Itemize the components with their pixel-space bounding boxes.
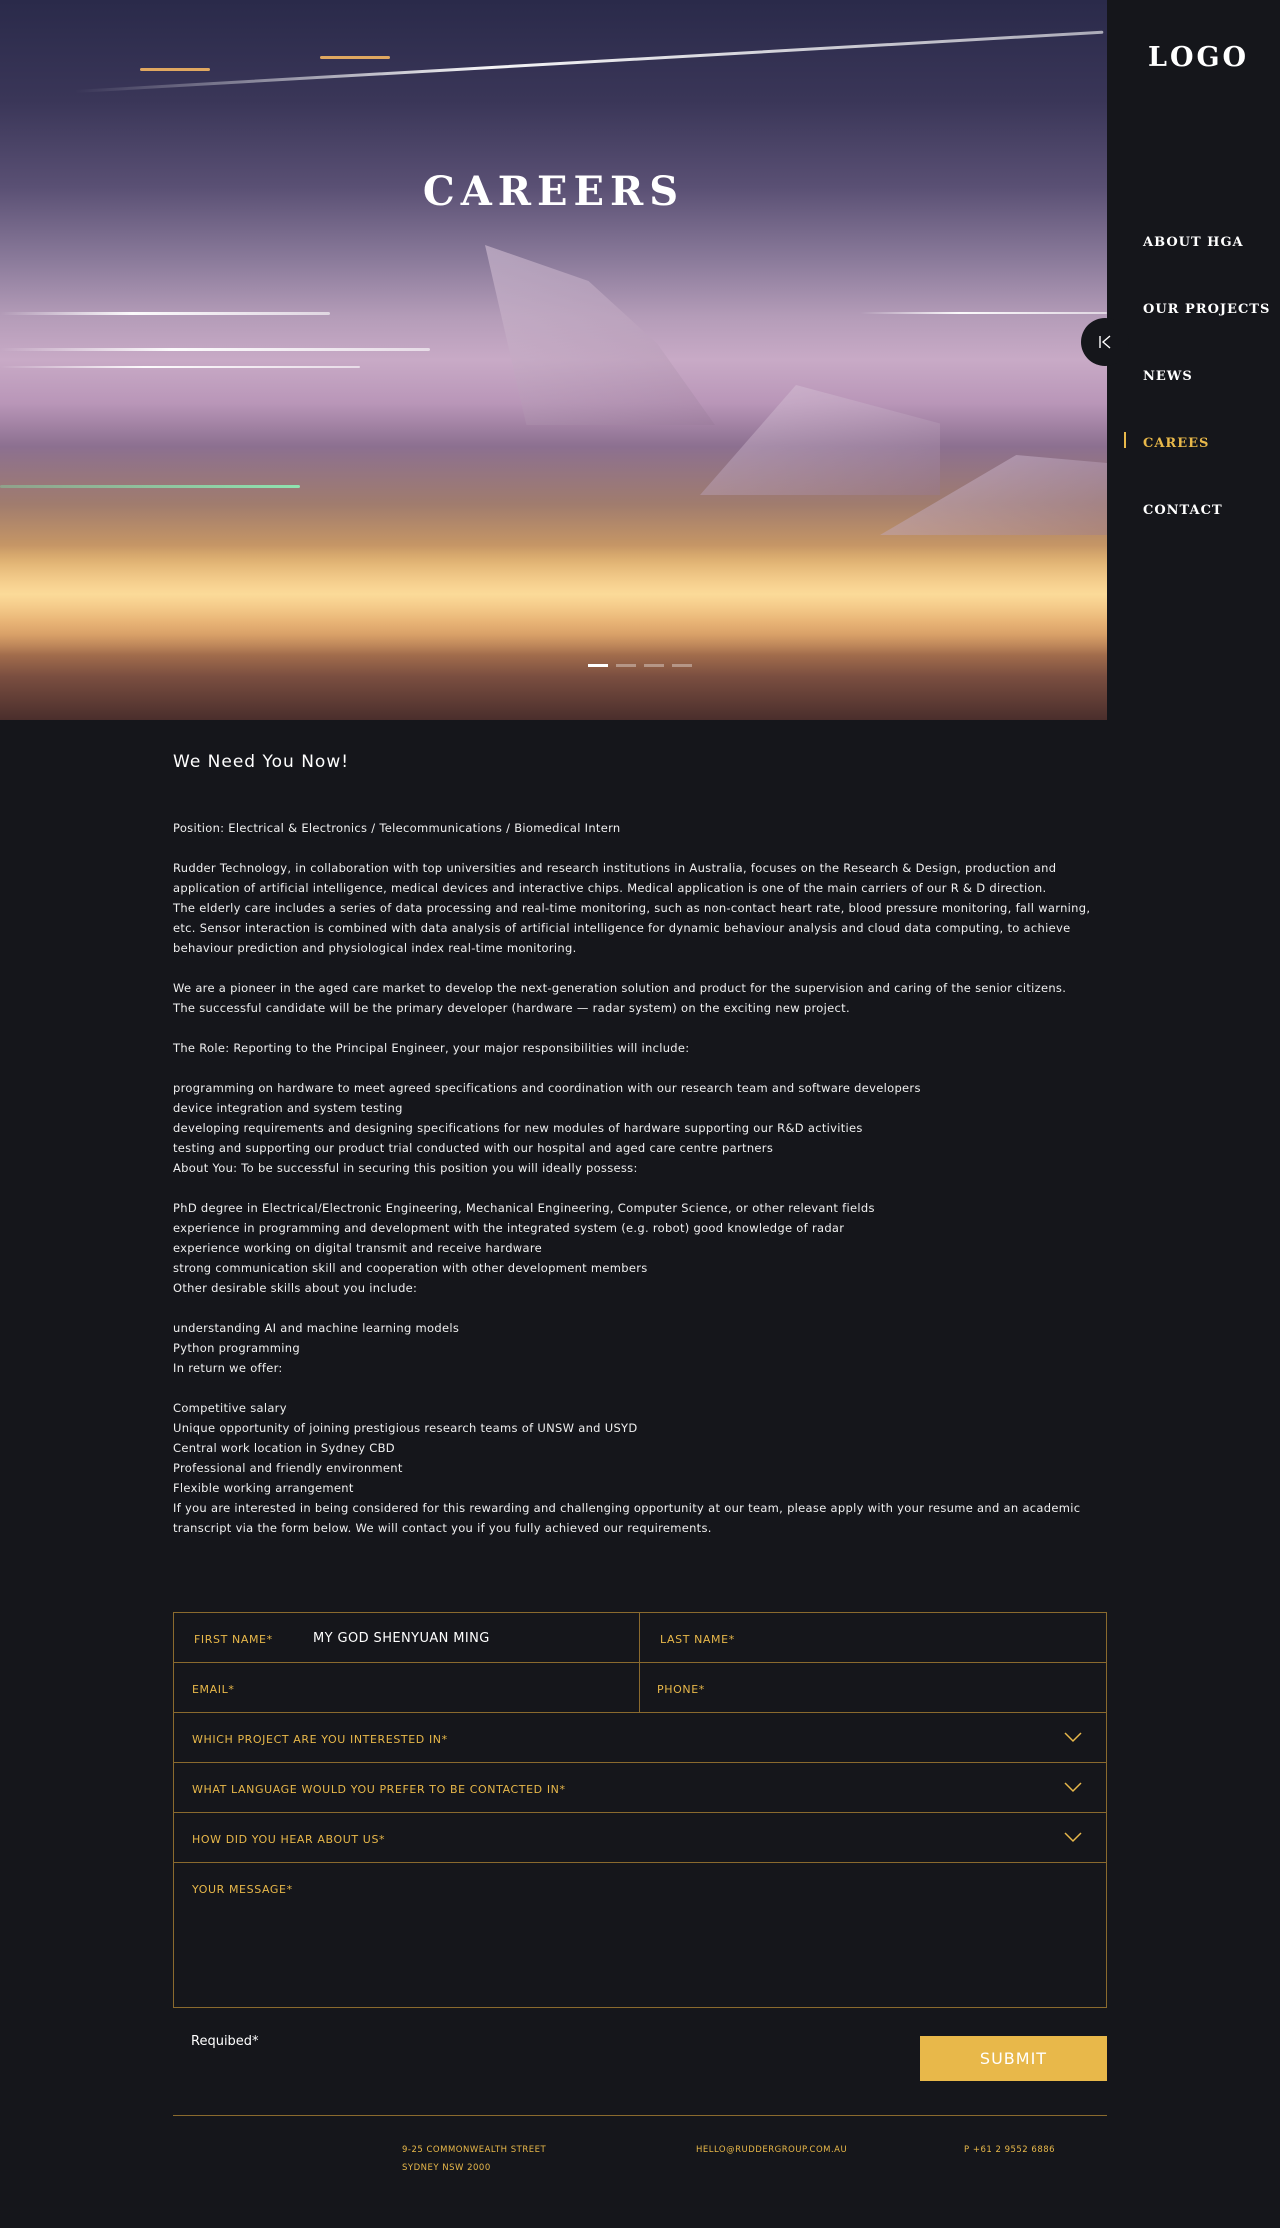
hero-light-streak — [0, 312, 330, 315]
body-text-line: experience in programming and development with the integrated system (e.g. robot) good knowledge of radar — [173, 1221, 845, 1235]
collapse-arrow-icon — [1098, 334, 1112, 350]
footer-address-line2: SYDNEY NSW 2000 — [402, 2163, 491, 2173]
hero-light-streak — [860, 312, 1107, 314]
body-text-line: Competitive salary — [173, 1401, 287, 1415]
body-text-line: experience working on digital transmit and receive hardware — [173, 1241, 542, 1255]
body-text-line: The elderly care includes a series of data processing and real-time monitoring, such as non-contact heart rate, blood pressure monitoring, fall warning, — [173, 901, 1091, 915]
body-text-line: etc. Sensor interaction is combined with data analysis of artificial intelligence for dynamic behaviour analysis and cloud data computing, to achieve — [173, 921, 1071, 935]
paragraph-gap — [173, 958, 1108, 978]
slider-dot[interactable] — [672, 664, 692, 667]
body-text-line: Professional and friendly environment — [173, 1461, 403, 1475]
sidebar-nav — [1107, 0, 1280, 720]
hero-light-streak — [0, 366, 360, 368]
body-text-line: The Role: Reporting to the Principal Engineer, your major responsibilities will include: — [173, 1041, 690, 1055]
hero-light-streak — [0, 348, 430, 351]
slider-dot[interactable] — [588, 664, 608, 667]
chevron-down-icon[interactable] — [1064, 1731, 1082, 1743]
chevron-down-icon[interactable] — [1064, 1831, 1082, 1843]
page-title: CAREERS — [422, 168, 685, 215]
body-text-line: device integration and system testing — [173, 1101, 403, 1115]
message-textarea[interactable] — [174, 1863, 1106, 2007]
chevron-down-icon[interactable] — [1064, 1781, 1082, 1793]
project-select-label: WHICH PROJECT ARE YOU INTERESTED IN* — [192, 1733, 448, 1746]
language-select[interactable] — [174, 1763, 1106, 1813]
hero-banner — [0, 0, 1107, 720]
sidebar-item-news[interactable]: NEWS — [1143, 369, 1193, 384]
slider-dot[interactable] — [644, 664, 664, 667]
phone-label: PHONE* — [657, 1683, 705, 1696]
email-label: EMAIL* — [192, 1683, 235, 1696]
paragraph-gap — [173, 838, 1108, 858]
body-text-line: PhD degree in Electrical/Electronic Engineering, Mechanical Engineering, Computer Science, or other relevant fields — [173, 1201, 875, 1215]
body-text-line: developing requirements and designing specifications for new modules of hardware supporting our R&D activities — [173, 1121, 863, 1135]
phone-field[interactable] — [640, 1663, 1106, 1712]
form-row-name — [174, 1613, 1106, 1663]
body-text-line: If you are interested in being considered for this rewarding and challenging opportunity at our team, please apply with your resume and an academic — [173, 1501, 1081, 1515]
body-text-line: transcript via the form below. We will contact you if you fully achieved our requirements. — [173, 1521, 712, 1535]
hero-light-glow — [0, 545, 1107, 655]
body-text-line: Unique opportunity of joining prestigious research teams of UNSW and USYD — [173, 1421, 638, 1435]
required-note: Requibed* — [191, 2034, 259, 2049]
hero-light-streak — [140, 68, 210, 71]
paragraph-gap — [173, 1058, 1108, 1078]
paragraph-gap — [173, 1018, 1108, 1038]
first-name-value[interactable]: MY GOD SHENYUAN MING — [313, 1631, 490, 1646]
body-text-line: Central work location in Sydney CBD — [173, 1441, 395, 1455]
body-text-line: Position: Electrical & Electronics / Telecommunications / Biomedical Intern — [173, 821, 621, 835]
footer-divider — [173, 2115, 1107, 2116]
referral-select-label: HOW DID YOU HEAR ABOUT US* — [192, 1833, 386, 1846]
body-text-line: Python programming — [173, 1341, 300, 1355]
email-field[interactable] — [174, 1663, 640, 1712]
body-text-line: programming on hardware to meet agreed specifications and coordination with our research team and software developers — [173, 1081, 921, 1095]
body-text-line: Other desirable skills about you include: — [173, 1281, 418, 1295]
body-text-line: We are a pioneer in the aged care market to develop the next-generation solution and product for the supervision and caring of the senior citizens. — [173, 981, 1067, 995]
language-select-label: WHAT LANGUAGE WOULD YOU PREFER TO BE CONTACTED IN* — [192, 1783, 566, 1796]
body-text-line: Flexible working arrangement — [173, 1481, 354, 1495]
active-nav-marker — [1124, 432, 1126, 448]
body-text-line: Rudder Technology, in collaboration with top universities and research institutions in Australia, focuses on the Research & Design, production and — [173, 861, 1057, 875]
paragraph-gap — [173, 1178, 1108, 1198]
hero-light-streak — [0, 485, 300, 488]
hero-sail-shape — [485, 245, 715, 425]
form-row-contact — [174, 1663, 1106, 1713]
body-text-line: strong communication skill and cooperation with other development members — [173, 1261, 648, 1275]
footer-email[interactable]: HELLO@RUDDERGROUP.COM.AU — [696, 2145, 848, 2155]
first-name-label: FIRST NAME* — [194, 1633, 273, 1646]
job-description-body — [173, 818, 1108, 1538]
project-select[interactable] — [174, 1713, 1106, 1763]
application-form — [173, 1612, 1107, 2008]
last-name-label: LAST NAME* — [660, 1633, 735, 1646]
hero-sail-shape — [700, 385, 940, 495]
slider-dot[interactable] — [616, 664, 636, 667]
body-text-line: understanding AI and machine learning models — [173, 1321, 460, 1335]
paragraph-gap — [173, 1378, 1108, 1398]
hero-light-streak — [75, 31, 1103, 93]
last-name-field[interactable] — [640, 1613, 1106, 1662]
sidebar-item-about[interactable]: ABOUT HGA — [1143, 235, 1244, 250]
sidebar-collapse-button[interactable] — [1081, 318, 1129, 366]
footer-address — [402, 2141, 546, 2177]
footer-phone[interactable]: P +61 2 9552 6886 — [964, 2145, 1056, 2155]
body-text-line: In return we offer: — [173, 1361, 283, 1375]
body-text-line: testing and supporting our product trial conducted with our hospital and aged care centre partners — [173, 1141, 774, 1155]
sidebar-item-projects[interactable]: OUR PROJECTS — [1143, 302, 1271, 317]
job-description — [173, 752, 1108, 1538]
body-text-line: behaviour prediction and physiological index real-time monitoring. — [173, 941, 577, 955]
sidebar-item-careers[interactable]: CAREES — [1143, 436, 1210, 451]
body-text-line: About You: To be successful in securing this position you will ideally possess: — [173, 1161, 638, 1175]
paragraph-gap — [173, 1298, 1108, 1318]
message-label: YOUR MESSAGE* — [192, 1883, 293, 1896]
body-text-line: application of artificial intelligence, medical devices and interactive chips. Medical application is one of the main carriers of our R & D direction. — [173, 881, 1047, 895]
first-name-field[interactable] — [174, 1613, 640, 1662]
sidebar-item-contact[interactable]: CONTACT — [1143, 503, 1223, 518]
footer-address-line1: 9-25 COMMONWEALTH STREET — [402, 2145, 547, 2155]
logo[interactable]: LOGO — [1148, 42, 1250, 73]
hero-light-streak — [320, 56, 390, 59]
slider-dots — [588, 664, 692, 667]
referral-select[interactable] — [174, 1813, 1106, 1863]
body-text-line: The successful candidate will be the primary developer (hardware — radar system) on the exciting new project. — [173, 1001, 850, 1015]
section-heading: We Need You Now! — [173, 752, 350, 772]
submit-button[interactable]: SUBMIT — [920, 2036, 1107, 2081]
